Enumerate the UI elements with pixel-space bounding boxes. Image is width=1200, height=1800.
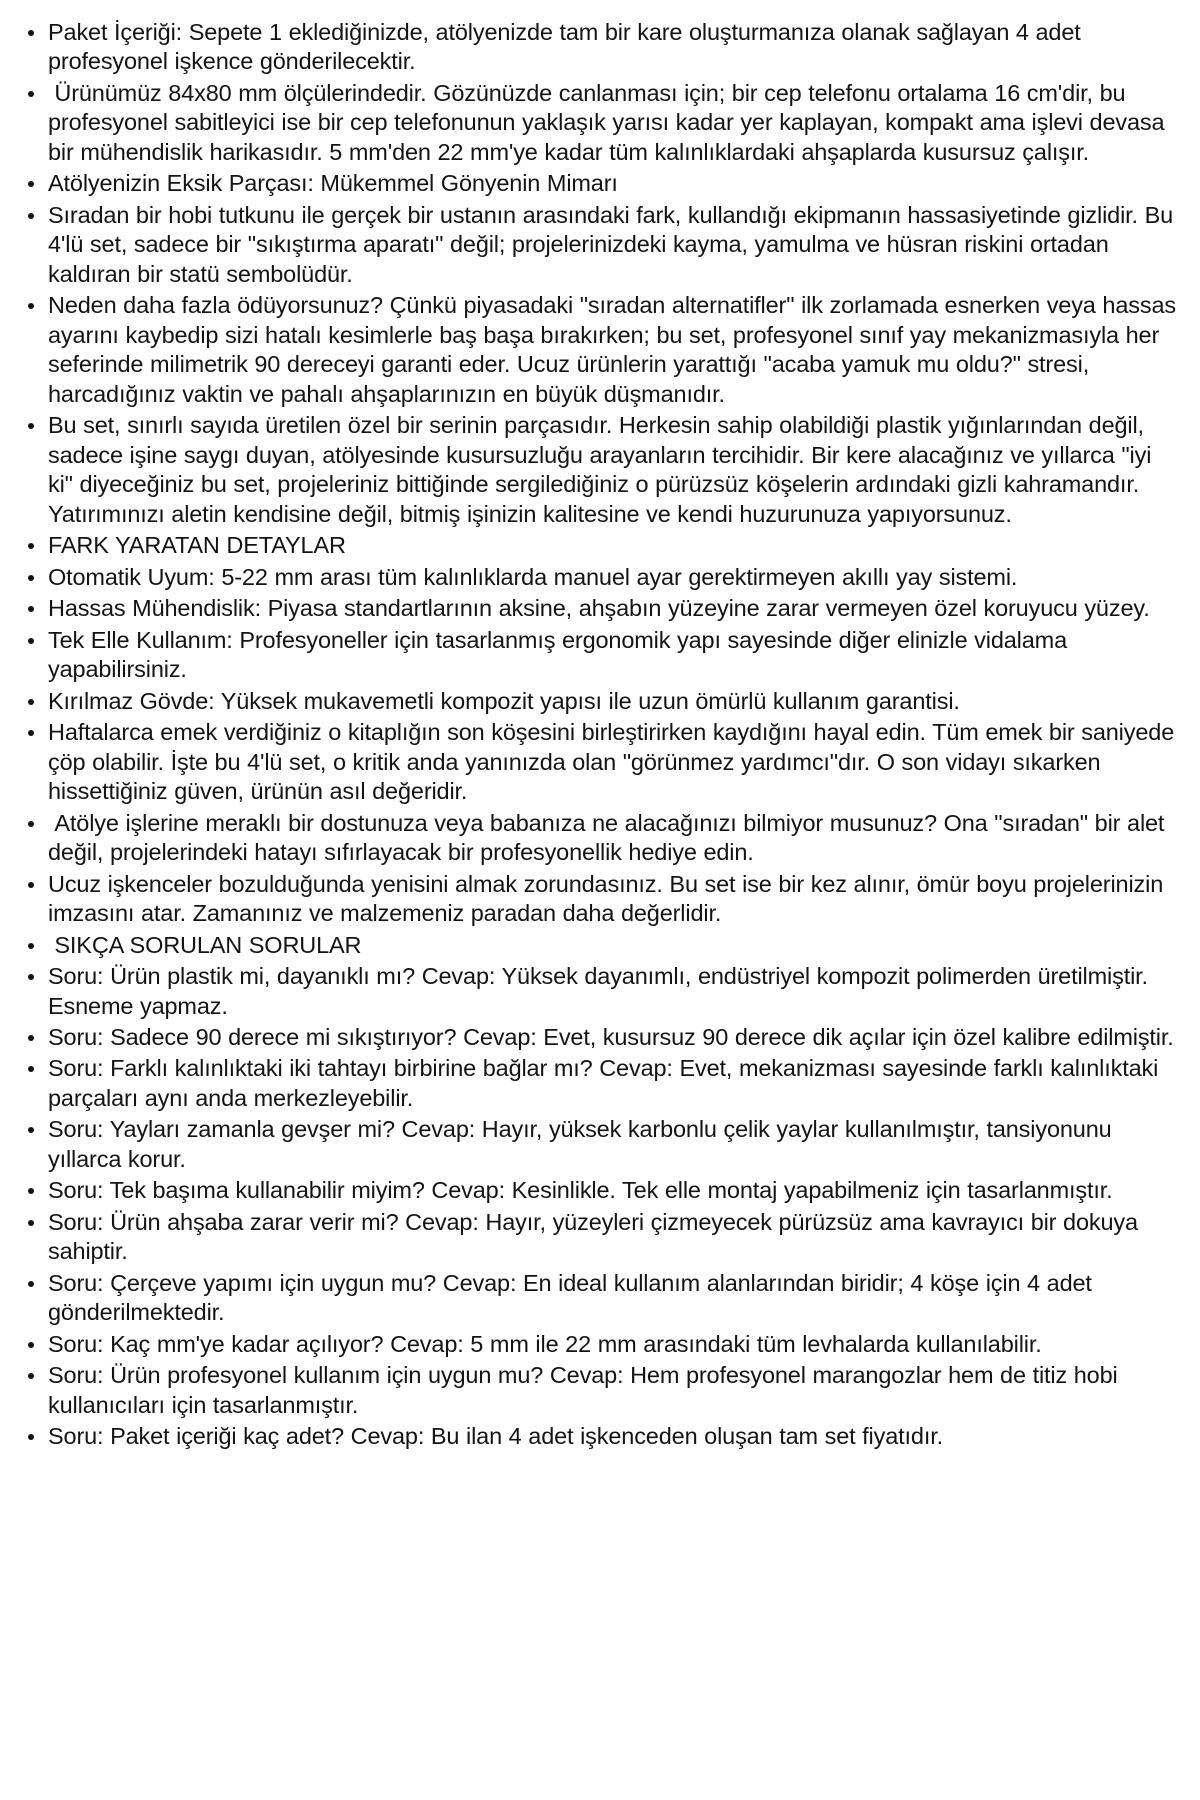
list-item — [10, 169, 1176, 198]
list-item — [10, 1361, 1176, 1420]
list-item-text: Paket İçeriği: Sepete 1 eklediğinizde, atölyenizde tam bir kare oluşturmanıza olanak sağlayan 4 adet profesyonel işkence gönderilecektir. — [48, 19, 1088, 75]
list-item — [10, 687, 1176, 716]
list-item — [10, 1330, 1176, 1359]
list-item — [10, 718, 1181, 806]
list-item-text: Ucuz işkenceler bozulduğunda yenisini almak zorundasınız. Bu set ise bir kez alınır, ömür boyu projelerinizin imzasını atar. Zamanınız ve malzemeniz paradan daha değerlidir. — [48, 870, 1170, 927]
list-item-text: FARK YARATAN DETAYLAR — [48, 532, 346, 559]
list-item — [10, 79, 1176, 167]
list-item — [10, 411, 1176, 529]
list-item — [10, 870, 1176, 929]
list-item-text: Haftalarca emek verdiğiniz o kitaplığın son köşesini birleştirirken kaydığını hayal edin. Tüm emek bir saniyede çöp olabilir. İşte bu 4'lü set, o kritik anda yanınızda olan "görünmez yardımcı"dır. O son vidayı sıkarken hissettiğiniz güven, ürünün asıl değeridir. — [48, 719, 1181, 805]
list-item-text: SIKÇA SORULAN SORULAR — [48, 931, 362, 958]
list-item-text: Soru: Farklı kalınlıktaki iki tahtayı birbirine bağlar mı? Cevap: Evet, mekanizması sayesinde farklı kalınlıktaki parçaları aynı anda merkezleyebilir. — [48, 1055, 1165, 1111]
list-item-text: Soru: Sadece 90 derece mi sıkıştırıyor? Cevap: Evet, kusursuz 90 derece dik açılar için özel kalibre edilmiştir. — [48, 1023, 1174, 1050]
list-item — [10, 626, 1176, 685]
list-item-text: Soru: Kaç mm'ye kadar açılıyor? Cevap: 5 mm ile 22 mm arasındaki tüm levhalarda kullanılabilir. — [48, 1330, 1042, 1357]
list-item-text: Hassas Mühendislik: Piyasa standartlarının aksine, ahşabın yüzeyine zarar vermeyen özel koruyucu yüzey. — [48, 595, 1150, 622]
list-item — [10, 1269, 1176, 1328]
list-item-text: Atölye işlerine meraklı bir dostunuza veya babanıza ne alacağınızı bilmiyor musunuz? Ona "sıradan" bir alet değil, projelerindeki hatayı sıfırlayacak bir profesyonellik hediye edin. — [48, 809, 1171, 866]
list-item-text: Soru: Ürün ahşaba zarar verir mi? Cevap: Hayır, yüzeyleri çizmeyecek pürüzsüz ama kavrayıcı bir dokuya sahiptir. — [48, 1208, 1145, 1265]
list-item-text: Otomatik Uyum: 5-22 mm arası tüm kalınlıklarda manuel ayar gerektirmeyen akıllı yay sistemi. — [48, 563, 1018, 590]
list-item-text: Kırılmaz Gövde: Yüksek mukavemetli kompozit yapısı ile uzun ömürlü kullanım garantisi. — [48, 687, 960, 714]
list-item — [10, 1176, 1176, 1205]
list-item — [10, 809, 1176, 868]
list-item — [10, 962, 1176, 1021]
list-item — [10, 1023, 1176, 1052]
list-item — [10, 18, 1176, 77]
list-item-text: Bu set, sınırlı sayıda üretilen özel bir serinin parçasıdır. Herkesin sahip olabildiği plastik yığınlarından değil, sadece işine saygı duyan, atölyesinde kusursuzluğu arayanların tercihidir. Bir kere alacağınız ve yıllarca "iyi ki" diyeceğiniz bu set, projeleriniz bittiğinde sergilediğiniz o pürüzsüz köşelerin ardındaki gizli kahramandır. Yatırımınızı aletin kendisine değil, bitmiş işinizin kalitesine ve kendi huzurunuza yapıyorsunuz. — [48, 412, 1158, 527]
list-item — [10, 1115, 1176, 1174]
list-item — [10, 931, 1176, 960]
list-item — [10, 594, 1176, 623]
list-item-text: Soru: Ürün plastik mi, dayanıklı mı? Cevap: Yüksek dayanımlı, endüstriyel kompozit polimerden üretilmiştir. Esneme yapmaz. — [48, 963, 1155, 1019]
list-item — [10, 531, 1176, 560]
list-item-text: Atölyenizin Eksik Parçası: Mükemmel Gönyenin Mimarı — [48, 170, 618, 197]
list-item — [10, 291, 1183, 409]
list-item-text: Soru: Tek başıma kullanabilir miyim? Cevap: Kesinlikle. Tek elle montaj yapabilmeniz için tasarlanmıştır. — [48, 1177, 1113, 1204]
list-item — [10, 201, 1180, 289]
list-item-text: Tek Elle Kullanım: Profesyoneller için tasarlanmış ergonomik yapı sayesinde diğer elinizle vidalama yapabilirsiniz. — [48, 626, 1074, 683]
list-item-text: Neden daha fazla ödüyorsunuz? Çünkü piyasadaki "sıradan alternatifler" ilk zorlamada esnerken veya hassas ayarını kaybedip sizi hatalı kesimlerle baş başa bırakırken; bu set, profesyonel sınıf yay mekanizmasıyla her seferinde milimetrik 90 dereceyi garanti eder. Ucuz ürünlerin yarattığı "acaba yamuk mu oldu?" stresi, harcadığınız vaktin ve pahalı ahşaplarınızın en büyük düşmanıdır. — [48, 292, 1183, 407]
list-item-text: Ürünümüz 84x80 mm ölçülerindedir. Gözünüzde canlanması için; bir cep telefonu ortalama 16 cm'dir, bu profesyonel sabitleyici ise bir cep telefonunun yaklaşık yarısı kadar yer kaplayan, kompakt ama işlevi devasa bir mühendislik harikasıdır. 5 mm'den 22 mm'ye kadar tüm kalınlıklardaki ahşaplarda kusursuz çalışır. — [48, 79, 1172, 165]
product-description-bullet-list — [10, 18, 1183, 1452]
list-item — [10, 1208, 1176, 1267]
list-item — [10, 1054, 1176, 1113]
list-item — [10, 1422, 1176, 1451]
list-item — [10, 563, 1176, 592]
list-item-text: Soru: Ürün profesyonel kullanım için uygun mu? Cevap: Hem profesyonel marangozlar hem de titiz hobi kullanıcıları için tasarlanmıştır. — [48, 1362, 1125, 1418]
list-item-text: Sıradan bir hobi tutkunu ile gerçek bir ustanın arasındaki fark, kullandığı ekipmanın hassasiyetinde gizlidir. Bu 4'lü set, sadece bir "sıkıştırma aparatı" değil; projelerinizdeki kayma, yamulma ve hüsran riskini ortadan kaldıran bir statü sembolüdür. — [48, 201, 1180, 287]
list-item-text: Soru: Yayları zamanla gevşer mi? Cevap: Hayır, yüksek karbonlu çelik yaylar kullanılmıştır, tansiyonunu yıllarca korur. — [48, 1116, 1119, 1172]
list-item-text: Soru: Paket içeriği kaç adet? Cevap: Bu ilan 4 adet işkenceden oluşan tam set fiyatıdır. — [48, 1423, 943, 1450]
list-item-text: Soru: Çerçeve yapımı için uygun mu? Cevap: En ideal kullanım alanlarından biridir; 4 köşe için 4 adet gönderilmektedir. — [48, 1269, 1099, 1326]
